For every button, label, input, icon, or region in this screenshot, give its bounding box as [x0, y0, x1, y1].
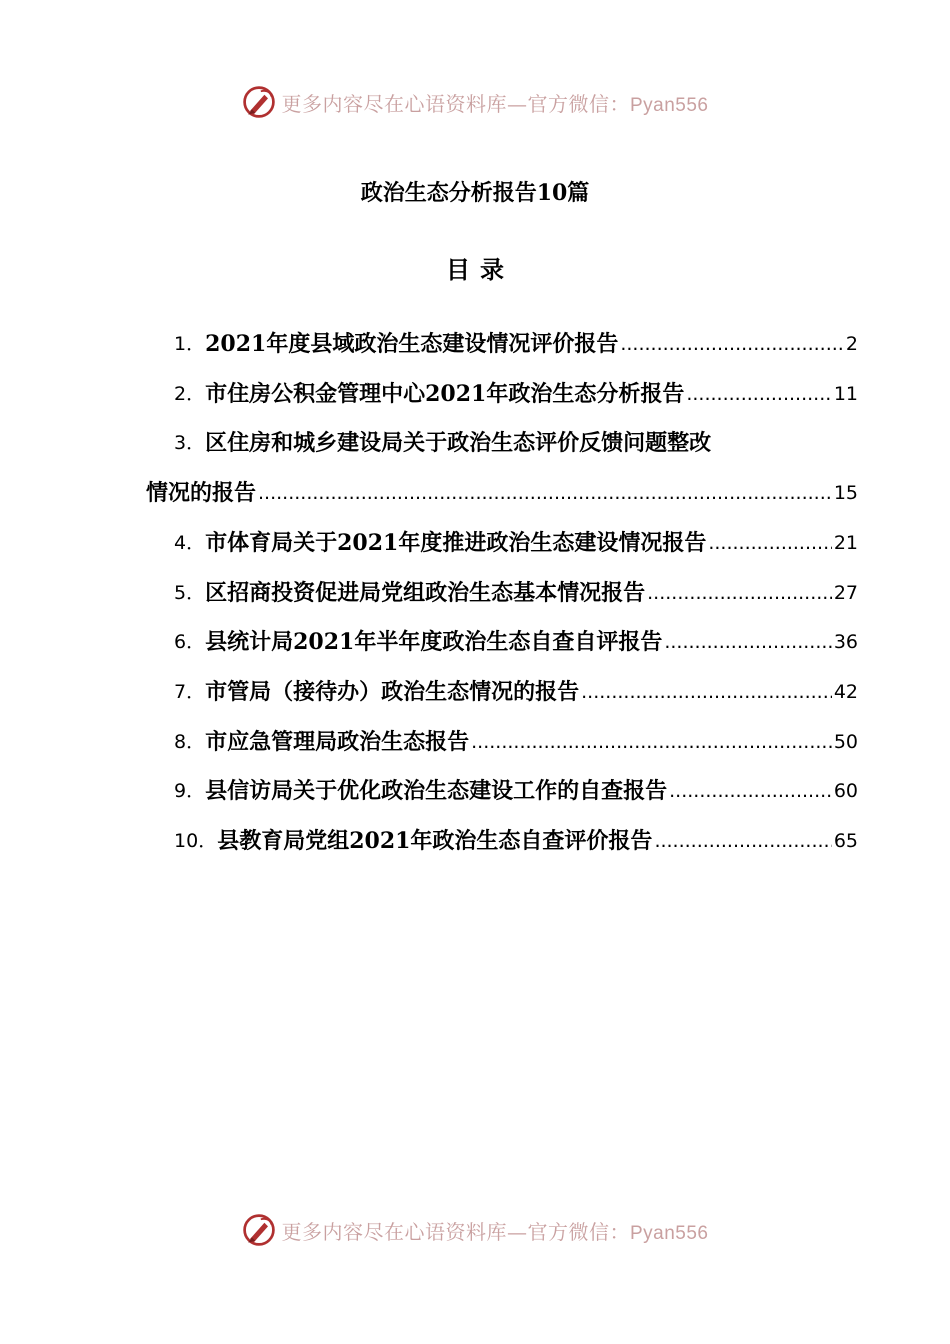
toc-entry-page: 60 — [833, 780, 858, 802]
toc-entry[interactable]: 7 ． 市管局（接待办）政治生态情况的报告 ..... 42 — [146, 675, 858, 709]
leader-dots — [669, 774, 832, 808]
toc-entry-title: 市应急管理局政治生态报告 — [205, 729, 470, 755]
pen-logo-icon — [241, 84, 277, 120]
toc-entry-title: 县统计局2021年半年度政治生态自查自评报告 — [205, 629, 663, 655]
toc-entry-title: 县教育局党组2021年政治生态自查评价报告 — [217, 828, 653, 854]
leader-dots — [664, 625, 831, 659]
watermark-text: 更多内容尽在心语资料库—官方微信：Pyan556 — [281, 1219, 709, 1244]
toc-entry[interactable]: 1 ． 2021年度县域政治生态建设情况评价报告 ..... 2 — [146, 327, 858, 361]
toc-entry[interactable]: 6 ． 县统计局2021年半年度政治生态自查自评报告 ..... 36 — [146, 625, 858, 659]
toc-entry-title: 县信访局关于优化政治生态建设工作的自查报告 — [205, 778, 668, 804]
toc-entry-page: 36 — [833, 631, 858, 653]
toc-entry-page: 15 — [833, 482, 858, 504]
toc-entry-page: 2 — [845, 333, 858, 355]
footer-watermark — [0, 1210, 950, 1250]
leader-dots — [258, 476, 832, 510]
toc-entry[interactable]: 5 ． 区招商投资促进局党组政治生态基本情况报告 ..... 27 — [146, 576, 858, 610]
toc-entry-page: 42 — [833, 681, 858, 703]
toc-entry[interactable]: 10 ． 县教育局党组2021年政治生态自查评价报告 ..... 65 — [146, 824, 858, 858]
toc-entry-page: 27 — [833, 582, 858, 604]
leader-dots — [647, 576, 832, 610]
toc-entry-page: 11 — [833, 383, 858, 405]
toc-entry[interactable]: 8 ． 市应急管理局政治生态报告 ..... 50 — [146, 725, 858, 759]
toc-entry-title: 区招商投资促进局党组政治生态基本情况报告 — [205, 580, 646, 606]
leader-dots — [686, 377, 831, 411]
toc-entry-title: 市住房公积金管理中心2021年政治生态分析报告 — [205, 381, 685, 407]
toc-entry-title-continued: 情况的报告 — [146, 480, 257, 506]
leader-dots — [708, 526, 831, 560]
toc-entry-title: 2021年度县域政治生态建设情况评价报告 — [205, 331, 619, 357]
toc-entry[interactable]: 2 ． 市住房公积金管理中心2021年政治生态分析报告 ..... 11 — [146, 377, 858, 411]
watermark-text: 更多内容尽在心语资料库—官方微信：Pyan556 — [281, 91, 709, 116]
toc-entry-title: 区住房和城乡建设局关于政治生态评价反馈问题整改 — [205, 430, 712, 456]
toc-heading: 目录 — [446, 255, 514, 284]
header-watermark — [0, 82, 950, 122]
toc-entry[interactable]: 4 ． 市体育局关于2021年度推进政治生态建设情况报告 ..... 21 — [146, 526, 858, 560]
document-title: 政治生态分析报告10篇 — [360, 180, 590, 206]
leader-dots — [654, 824, 831, 858]
toc-entry[interactable]: 9 ． 县信访局关于优化政治生态建设工作的自查报告 ..... 60 — [146, 774, 858, 808]
toc-entry-title: 市体育局关于2021年度推进政治生态建设情况报告 — [205, 530, 707, 556]
leader-dots — [620, 327, 844, 361]
toc-entry-page: 21 — [833, 532, 858, 554]
toc-entry-line1[interactable]: 3 ． 区住房和城乡建设局关于政治生态评价反馈问题整改 — [146, 426, 711, 460]
leader-dots — [471, 725, 832, 759]
toc-entry-page: 50 — [833, 731, 858, 753]
pen-logo-icon — [241, 1212, 277, 1248]
toc-entry-title: 市管局（接待办）政治生态情况的报告 — [205, 679, 580, 705]
leader-dots — [581, 675, 832, 709]
toc-entry-page: 65 — [833, 830, 858, 852]
toc-entry-line2[interactable] — [146, 476, 858, 510]
